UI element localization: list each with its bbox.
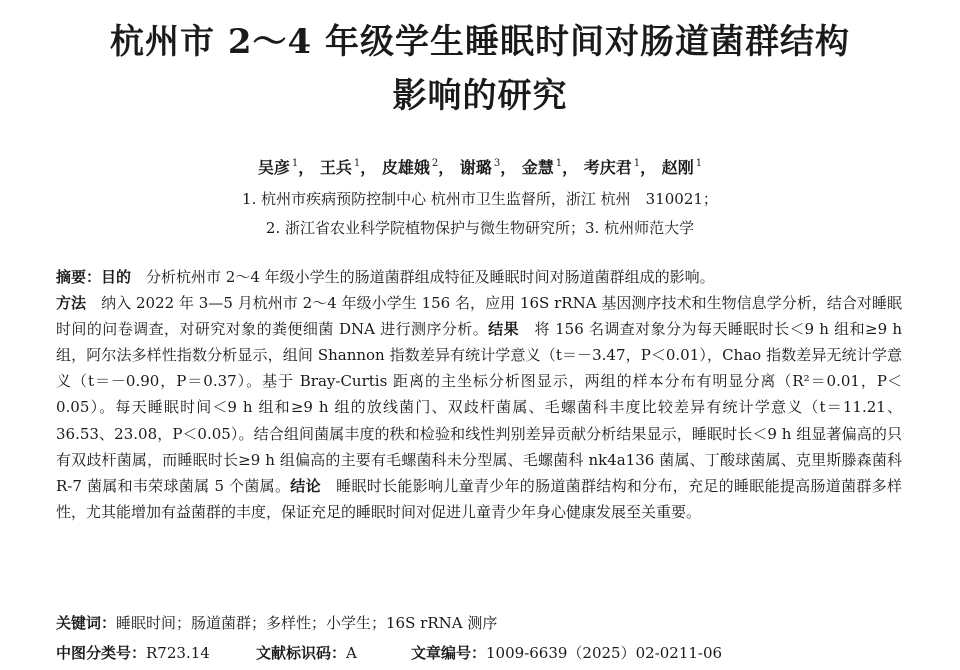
conclusion-text: 睡眠时长能影响儿童青少年的肠道菌群结构和分布，充足的睡眠能提高肠道菌群多样性，尤其能增加有益菌群的丰度，保证充足的睡眠时间对促进儿童青少年身心健康发展至关重要。: [56, 476, 902, 521]
paper-title-line-1: 杭州市 2～4 年级学生睡眠时间对肠道菌群结构: [110, 22, 850, 62]
results-text: 将 156 名调查对象分为每天睡眠时长＜9 h 组和≥9 h 组，阿尔法多样性指数分析显示，组间 Shannon 指数差异有统计学意义（t＝－3.47，P＜0.01），Chao 指数差异无统计学意义（t＝－0.90，P＝0.37）。基于 Bray-Curtis 距离的主坐标分析图显示，两组的样本分布有明显分离（R²＝0.01，P＜0.05）。每天睡眠时间＜9 h 组和≥9 h 组的放线菌门、双歧杆菌属、毛螺菌科丰度比较差异有统计学意义（t＝11.21、36.53、23.08，P＜0.05）。结合组间菌属丰度的秩和检验和线性判别差异贡献分析结果显示，睡眠时长＜9 h 组显著偏高的只有双歧杆菌属，而睡眠时长≥9 h 组偏高的主要有毛螺菌科未分型属、毛螺菌科 nk4a136 菌属、丁酸球菌属、克里斯滕森菌科 R-7 菌属和韦荣球菌属 5 个菌属。: [56, 320, 902, 495]
keywords-text: 睡眠时间；肠道菌群；多样性；小学生；16S rRNA 测序: [116, 614, 498, 632]
keywords: [56, 611, 902, 635]
abstract: [56, 264, 902, 525]
results-label: 结果: [488, 320, 520, 339]
keywords-label: 关键词：: [56, 614, 117, 632]
author: 赵刚 $^1$: [661, 158, 703, 177]
paper-title-line-2: 影响的研究: [392, 76, 568, 116]
methods-label: 方法: [56, 294, 87, 313]
author: 金慧 $^1$，: [521, 158, 579, 177]
methods-text: 纳入 2022 年 3—5 月杭州市 2～4 年级小学生 156 名，应用 16S rRNA 基因测序技术和生物信息学分析，结合对睡眠时间的问卷调查，对研究对象的粪便细菌 DNA 进行测序分析。: [56, 294, 902, 339]
author: 皮雄娥 $^2$，: [381, 158, 455, 177]
abstract-label: 摘要：: [56, 268, 102, 286]
objective-label: 目的: [101, 268, 132, 286]
author: 考庆君 $^1$，: [583, 158, 657, 177]
clc-number: 中图分类号：R723.14: [56, 644, 210, 662]
affiliation-line-1: 1. 杭州市疾病预防控制中心 杭州市卫生监督所，浙江 杭州 310021；: [242, 190, 718, 208]
conclusion-label: 结论: [290, 476, 321, 495]
author: 谢璐 $^3$，: [459, 158, 517, 177]
affiliation-line-2: 2. 浙江省农业科学院植物保护与微生物研究所；3. 杭州师范大学: [265, 219, 695, 237]
article-number: 文章编号：1009-6639（2025）02-0211-06: [411, 644, 723, 662]
abstract-body: [56, 264, 902, 525]
author-list: [0, 150, 960, 182]
author: 吴彦 $^1$，: [257, 158, 315, 177]
objective-text: 分析杭州市 2～4 年级小学生的肠道菌群组成特征及睡眠时间对肠道菌群组成的影响。: [131, 268, 715, 286]
document-code: 文献标识码：A: [256, 644, 357, 662]
author: 王兵 $^1$，: [319, 158, 377, 177]
article-metadata: [56, 641, 902, 665]
